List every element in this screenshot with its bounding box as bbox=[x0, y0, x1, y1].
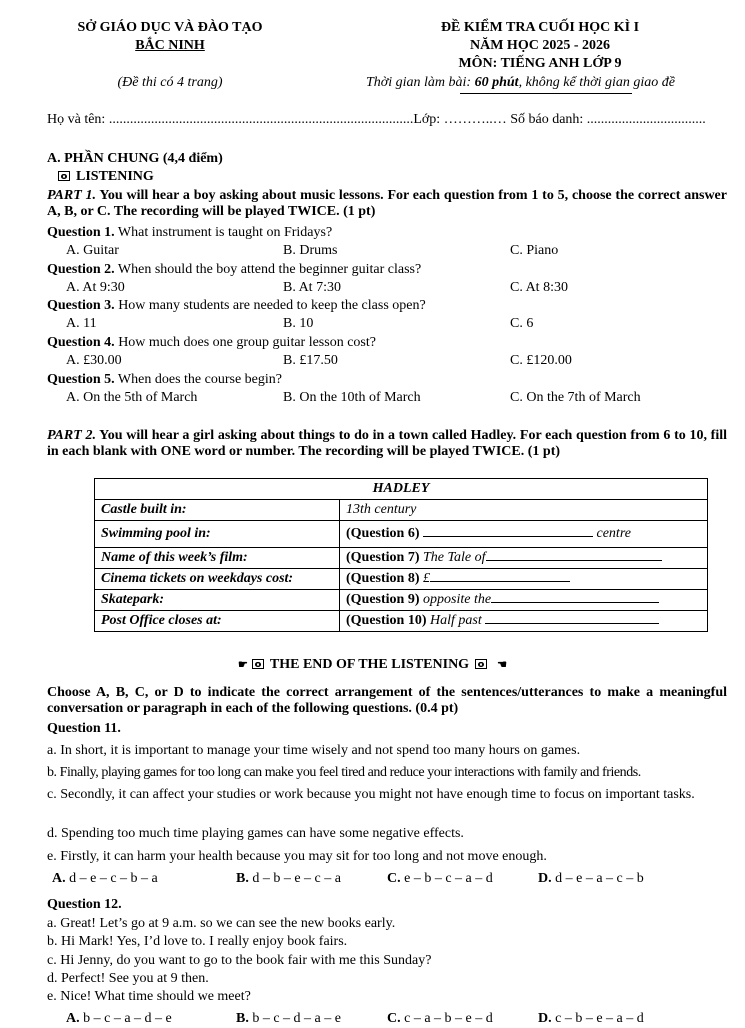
row-value: (Question 7) The Tale of bbox=[340, 548, 708, 569]
question-3: Question 3. How many students are needed to keep the class open? bbox=[47, 298, 426, 313]
answer-blank-6[interactable] bbox=[423, 524, 593, 537]
q4-option-c: C. £120.00 bbox=[510, 353, 572, 368]
row-label: Cinema tickets on weekdays cost: bbox=[95, 569, 340, 590]
pages-note: (Đề thi có 4 trang) bbox=[117, 75, 223, 90]
question-12: Question 12. bbox=[47, 897, 122, 912]
q5-option-c: C. On the 7th of March bbox=[510, 390, 641, 405]
q4-option-b: B. £17.50 bbox=[283, 353, 338, 368]
q5-option-b: B. On the 10th of March bbox=[283, 390, 421, 405]
table-title: HADLEY bbox=[95, 479, 708, 500]
q4-option-a: A. £30.00 bbox=[66, 353, 122, 368]
q1-option-c: C. Piano bbox=[510, 243, 559, 258]
row-value: (Question 8) £ bbox=[340, 569, 708, 590]
row-value: 13th century bbox=[340, 500, 708, 521]
q3-option-c: C. 6 bbox=[510, 316, 534, 331]
question-5: Question 5. When does the course begin? bbox=[47, 372, 282, 387]
row-label: Castle built in: bbox=[95, 500, 340, 521]
q11-sentence-b: b. Finally, playing games for too long can make you feel tired and reduce your interactions with family and friends. bbox=[47, 765, 641, 780]
row-value: (Question 9) opposite the bbox=[340, 590, 708, 611]
id-label: Số báo danh: bbox=[510, 112, 587, 127]
title-divider bbox=[460, 93, 632, 94]
name-label: Họ và tên: bbox=[47, 112, 109, 127]
hadley-table bbox=[94, 478, 708, 632]
row-label: Swimming pool in: bbox=[95, 521, 340, 548]
pointing-right-icon: ☛ bbox=[238, 659, 248, 671]
q12-sentence-a: a. Great! Let’s go at 9 a.m. so we can see the new books early. bbox=[47, 916, 396, 931]
cassette-icon bbox=[475, 659, 487, 669]
department-name: SỞ GIÁO DỤC VÀ ĐÀO TẠO bbox=[77, 20, 263, 35]
table-row bbox=[95, 500, 708, 521]
q2-option-b: B. At 7:30 bbox=[283, 280, 341, 295]
q2-option-c: C. At 8:30 bbox=[510, 280, 568, 295]
row-value: (Question 6) centre bbox=[340, 521, 708, 548]
row-label: Skatepark: bbox=[95, 590, 340, 611]
q12-option-b[interactable]: B. b – c – d – a – e bbox=[236, 1011, 341, 1026]
class-label: Lớp: bbox=[413, 112, 444, 127]
q1-option-b: B. Drums bbox=[283, 243, 338, 258]
cassette-icon bbox=[252, 659, 264, 669]
q11-option-a[interactable]: A. d – e – c – b – a bbox=[52, 871, 158, 886]
q11-sentence-a: a. In short, it is important to manage your time wisely and not spend too many hours on games. bbox=[47, 743, 581, 758]
answer-blank-9[interactable] bbox=[491, 590, 659, 603]
q12-sentence-c: c. Hi Jenny, do you want to go to the book fair with me this Sunday? bbox=[47, 953, 432, 968]
pointing-left-icon: ☚ bbox=[497, 659, 507, 671]
q2-option-a: A. At 9:30 bbox=[66, 280, 125, 295]
row-value: (Question 10) Half past bbox=[340, 611, 708, 632]
q5-option-a: A. On the 5th of March bbox=[66, 390, 198, 405]
exam-duration: Thời gian làm bài: 60 phút, không kể thời gian giao đề bbox=[366, 75, 675, 90]
table-row bbox=[95, 521, 708, 548]
question-1: Question 1. What instrument is taught on Fridays? bbox=[47, 225, 333, 240]
exam-title: ĐỀ KIỂM TRA CUỐI HỌC KÌ I bbox=[440, 20, 640, 35]
province-name: BẮC NINH bbox=[135, 38, 205, 53]
q12-option-d[interactable]: D. c – b – e – a – d bbox=[538, 1011, 644, 1026]
q11-sentence-c: c. Secondly, it can affect your studies or work because you might not have enough time to focus on important tasks. bbox=[47, 787, 695, 802]
school-year: NĂM HỌC 2025 - 2026 bbox=[470, 38, 610, 53]
arrangement-instruction: Choose A, B, C, or D to indicate the correct arrangement of the sentences/utterances to make a meaningful conversation or paragraph in each of the following questions. (0.4 pt) bbox=[47, 685, 727, 716]
question-2: Question 2. When should the boy attend the beginner guitar class? bbox=[47, 262, 422, 277]
q12-option-c[interactable]: C. c – a – b – e – d bbox=[387, 1011, 493, 1026]
answer-blank-10[interactable] bbox=[485, 611, 659, 624]
table-row bbox=[95, 590, 708, 611]
q12-option-a[interactable]: A. b – c – a – d – e bbox=[66, 1011, 172, 1026]
q12-sentence-e: e. Nice! What time should we meet? bbox=[47, 989, 251, 1004]
q11-option-c[interactable]: C. e – b – c – a – d bbox=[387, 871, 493, 886]
table-row bbox=[95, 548, 708, 569]
q3-option-a: A. 11 bbox=[66, 316, 97, 331]
subject: MÔN: TIẾNG ANH LỚP 9 bbox=[458, 56, 622, 71]
q11-option-d[interactable]: D. d – e – a – c – b bbox=[538, 871, 644, 886]
q12-sentence-b: b. Hi Mark! Yes, I’d love to. I really enjoy book fairs. bbox=[47, 934, 348, 949]
q3-option-b: B. 10 bbox=[283, 316, 314, 331]
answer-blank-8[interactable] bbox=[430, 569, 570, 582]
question-4: Question 4. How much does one group guitar lesson cost? bbox=[47, 335, 376, 350]
part1-instruction: PART 1. You will hear a boy asking about music lessons. For each question from 1 to 5, choose the correct answer A, B, or C. The recording will be played TWICE. (1 pt) bbox=[47, 188, 727, 219]
table-row bbox=[95, 569, 708, 590]
q11-sentence-d: d. Spending too much time playing games can have some negative effects. bbox=[47, 826, 464, 841]
cassette-icon bbox=[58, 171, 70, 181]
question-11: Question 11. bbox=[47, 721, 121, 736]
q1-option-a: A. Guitar bbox=[66, 243, 119, 258]
q12-sentence-d: d. Perfect! See you at 9 then. bbox=[47, 971, 209, 986]
end-listening: ☛ THE END OF THE LISTENING ☚ bbox=[238, 657, 507, 672]
listening-heading: LISTENING bbox=[58, 169, 154, 185]
part2-instruction: PART 2. You will hear a girl asking about things to do in a town called Hadley. For each question from 6 to 10, fill in each blank with ONE word or number. The recording will be played TWICE. (1 pt) bbox=[47, 428, 727, 459]
student-info-line: Họ và tên: .......................................................................................Lớp: ………..… Số báo danh: .................................. bbox=[47, 112, 706, 127]
row-label: Name of this week’s film: bbox=[95, 548, 340, 569]
section-a-title: A. PHẦN CHUNG (4,4 điểm) bbox=[47, 151, 223, 166]
table-row bbox=[95, 611, 708, 632]
row-label: Post Office closes at: bbox=[95, 611, 340, 632]
q11-option-b[interactable]: B. d – b – e – c – a bbox=[236, 871, 341, 886]
answer-blank-7[interactable] bbox=[486, 548, 662, 561]
q11-sentence-e: e. Firstly, it can harm your health because you may sit for too long and not move enough. bbox=[47, 849, 547, 864]
